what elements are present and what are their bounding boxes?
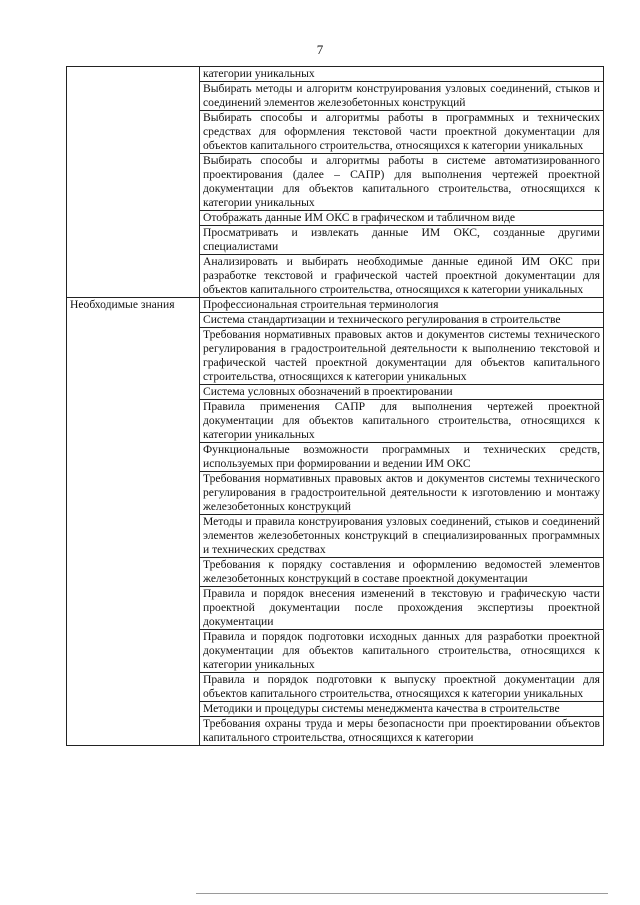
requirement-cell: Требования нормативных правовых актов и документов системы технического регулирования в градостроительной деятельности к изготовлению и монтажу железобетонных конструкций xyxy=(200,472,604,515)
skills-label-cell xyxy=(67,67,200,298)
competency-table xyxy=(66,66,604,746)
requirement-cell: категории уникальных xyxy=(200,67,604,82)
requirement-cell: Система условных обозначений в проектировании xyxy=(200,385,604,400)
requirement-cell: Выбирать методы и алгоритм конструирования узловых соединений, стыков и соединений элементов железобетонных конструкций xyxy=(200,82,604,111)
table-row xyxy=(67,298,604,313)
requirement-cell: Выбирать способы и алгоритмы работы в программных и технических средствах для оформления текстовой части проектной документации для объектов капитального строительства, относящихся к категории уникальных xyxy=(200,111,604,154)
requirement-cell: Профессиональная строительная терминология xyxy=(200,298,604,313)
requirement-cell: Методики и процедуры системы менеджмента качества в строительстве xyxy=(200,702,604,717)
knowledge-label-cell: Необходимые знания xyxy=(67,298,200,746)
requirement-cell: Правила и порядок внесения изменений в текстовую и графическую части проектной документации после прохождения экспертизы проектной документации xyxy=(200,587,604,630)
requirement-cell: Методы и правила конструирования узловых соединений, стыков и соединений элементов железобетонных конструкций в специализированных программных и технических средствах xyxy=(200,515,604,558)
requirement-cell: Требования охраны труда и меры безопасности при проектировании объектов капитального строительства, относящихся к категории xyxy=(200,717,604,746)
requirement-cell: Система стандартизации и технического регулирования в строительстве xyxy=(200,313,604,328)
requirement-cell: Требования нормативных правовых актов и документов системы технического регулирования в градостроительной деятельности к выполнению текстовой и графической частей проектной документации для объектов капитального строительства, относящихся к категории уникальных xyxy=(200,328,604,385)
requirement-cell: Правила и порядок подготовки к выпуску проектной документации для объектов капитального строительства, относящихся к категории уникальных xyxy=(200,673,604,702)
requirement-cell: Правила применения САПР для выполнения чертежей проектной документации для объектов капитального строительства, относящихся к категории уникальных xyxy=(200,400,604,443)
requirement-cell: Анализировать и выбирать необходимые данные единой ИМ ОКС при разработке текстовой и графической частей проектной документации для объектов капитального строительства, относящихся к категории уникальных xyxy=(200,255,604,298)
requirement-cell: Просматривать и извлекать данные ИМ ОКС, созданные другими специалистами xyxy=(200,226,604,255)
requirement-cell: Правила и порядок подготовки исходных данных для разработки проектной документации для объектов капитального строительства, относящихся к категории уникальных xyxy=(200,630,604,673)
table-row xyxy=(67,67,604,82)
page-number: 7 xyxy=(316,42,324,57)
requirement-cell: Требования к порядку составления и оформлению ведомостей элементов железобетонных конструкций в составе проектной документации xyxy=(200,558,604,587)
requirement-cell: Выбирать способы и алгоритмы работы в системе автоматизированного проектирования (далее – САПР) для выполнения чертежей проектной документации для объектов капитального строительства, относящихся к категории уникальных xyxy=(200,154,604,211)
requirement-cell: Отображать данные ИМ ОКС в графическом и табличном виде xyxy=(200,211,604,226)
requirement-cell: Функциональные возможности программных и технических средств, используемых при формировании и ведении ИМ ОКС xyxy=(200,443,604,472)
scan-edge-line xyxy=(196,893,608,894)
